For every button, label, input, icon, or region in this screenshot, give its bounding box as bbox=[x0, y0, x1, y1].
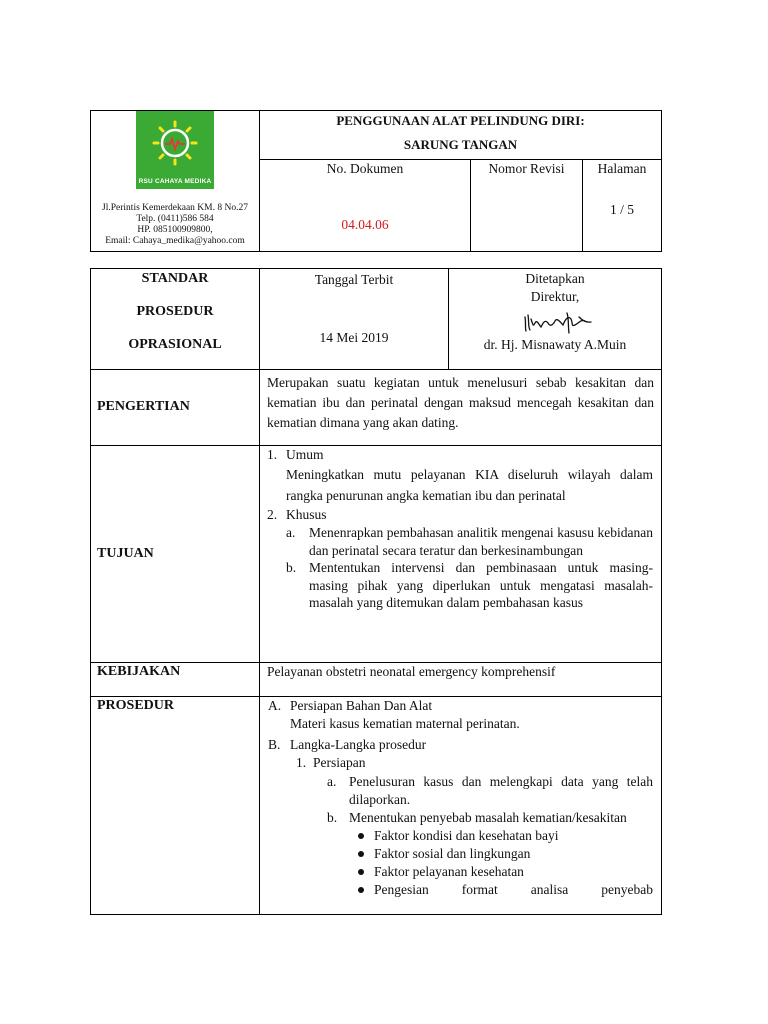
approval-cell bbox=[449, 269, 662, 370]
sop-title-line: PROSEDUR bbox=[136, 304, 214, 319]
prosedur-sub-item bbox=[268, 809, 653, 827]
page-cell bbox=[583, 160, 662, 252]
tujuan-label: TUJUAN bbox=[97, 546, 154, 561]
bullet-icon bbox=[358, 869, 364, 875]
prosedur-label-cell bbox=[91, 697, 260, 915]
prosedur-row bbox=[91, 697, 662, 915]
sop-title-line: OPRASIONAL bbox=[128, 337, 222, 352]
hospital-logo bbox=[136, 111, 214, 189]
kebijakan-row bbox=[91, 663, 662, 697]
document-title-cell bbox=[260, 111, 662, 160]
issue-date-label: Tanggal Terbit bbox=[314, 272, 394, 287]
bullet-icon bbox=[358, 851, 364, 857]
list-marker: 2. bbox=[267, 507, 278, 522]
tujuan-item bbox=[267, 506, 653, 524]
list-marker: B. bbox=[268, 737, 281, 752]
bullet-text: Faktor pelayanan kesehatan bbox=[374, 864, 524, 879]
approved-label: Ditetapkan bbox=[525, 271, 585, 286]
document-title-line2: SARUNG TANGAN bbox=[403, 137, 518, 152]
bullet-text: Pengesian format analisa penyebab bbox=[374, 882, 653, 897]
revision-label: Nomor Revisi bbox=[488, 161, 565, 176]
hospital-address bbox=[91, 203, 259, 247]
approver-name: dr. Hj. Misnawaty A.Muin bbox=[483, 337, 627, 352]
pengertian-label-cell bbox=[91, 370, 260, 446]
prosedur-label: PROSEDUR bbox=[97, 698, 175, 713]
list-marker: b. bbox=[286, 560, 297, 575]
sop-title-row bbox=[91, 269, 662, 370]
bullet-text: Faktor kondisi dan kesehatan bayi bbox=[374, 828, 559, 843]
approver-title: Direktur, bbox=[530, 289, 580, 304]
bullet-icon bbox=[358, 887, 364, 893]
sop-table bbox=[90, 268, 662, 915]
address-line: Jl.Perintis Kemerdekaan KM. 8 No.27 bbox=[102, 203, 248, 213]
prosedur-section-a bbox=[268, 697, 653, 715]
prosedur-sub-item-text: Penelusuran kasus dan melengkapi data yang telah dilaporkan. bbox=[349, 774, 653, 807]
email-line: Email: Cahaya_medika@yahoo.com bbox=[105, 236, 245, 246]
tujuan-item-title: Umum bbox=[286, 447, 324, 462]
pengertian-content-cell bbox=[260, 370, 662, 446]
tujuan-sub-item bbox=[267, 559, 653, 612]
tujuan-umum-text: Meningkatkan mutu pelayanan KIA diseluruh wilayah dalam rangka penurunan angka kematian ibu dan perinatal bbox=[286, 467, 653, 503]
prosedur-content-cell bbox=[260, 697, 662, 915]
mobile-line: HP. 085100909800, bbox=[137, 225, 213, 235]
bullet-text: Faktor sosial dan lingkungan bbox=[374, 846, 531, 861]
kebijakan-label-cell bbox=[91, 663, 260, 697]
list-item bbox=[358, 881, 653, 899]
tujuan-label-cell bbox=[91, 446, 260, 663]
list-marker: a. bbox=[327, 774, 337, 789]
document-title-line1: PENGGUNAAN ALAT PELINDUNG DIRI: bbox=[336, 113, 585, 128]
list-item bbox=[358, 827, 653, 845]
tujuan-sub-item bbox=[267, 524, 653, 559]
issue-date-value: 14 Mei 2019 bbox=[319, 330, 389, 345]
sop-title-line: STANDAR bbox=[141, 271, 209, 286]
kebijakan-text: Pelayanan obstetri neonatal emergency komprehensif bbox=[267, 664, 556, 679]
prosedur-b-title: Langka-Langka prosedur bbox=[290, 737, 427, 752]
pengertian-label: PENGERTIAN bbox=[97, 398, 190, 414]
prosedur-a-title: Persiapan Bahan Dan Alat bbox=[290, 698, 433, 713]
pengertian-text: Merupakan suatu kegiatan untuk menelusuri sebab kesakitan dan kematian ibu dan perinatal dengan maksud mencegah kesakitan dan kematian dimana yang akan dating. bbox=[267, 375, 654, 430]
list-marker: 1. bbox=[296, 755, 307, 770]
doc-no-cell bbox=[260, 160, 471, 252]
prosedur-step bbox=[268, 754, 653, 772]
prosedur-step-title: Persiapan bbox=[313, 755, 366, 770]
page-value: 1 / 5 bbox=[610, 202, 635, 217]
prosedur-bullet-list bbox=[268, 827, 653, 899]
pengertian-row bbox=[91, 370, 662, 446]
doc-no-value: 04.04.06 bbox=[341, 217, 389, 232]
tujuan-sub-item-text: Mententukan intervensi dan pembinasaan untuk masing-masing pihak yang diperlukan untuk mengatasi masalah-masalah yang ditemukan dalam pembahasan kasus bbox=[309, 560, 653, 610]
prosedur-sub-item-text: Menentukan penyebab masalah kematian/kesakitan bbox=[349, 810, 627, 825]
phone-line: Telp. (0411)586 584 bbox=[136, 214, 214, 224]
tujuan-item bbox=[267, 446, 653, 464]
prosedur-sub-item bbox=[268, 773, 653, 809]
logo-caption: RSU CAHAYA MEDIKA bbox=[138, 178, 212, 185]
bullet-icon bbox=[358, 833, 364, 839]
kebijakan-content-cell bbox=[260, 663, 662, 697]
prosedur-section-b bbox=[268, 736, 653, 754]
revision-cell bbox=[471, 160, 583, 252]
list-marker: b. bbox=[327, 810, 338, 825]
tujuan-row bbox=[91, 446, 662, 663]
prosedur-a-text: Materi kasus kematian maternal perinatan. bbox=[290, 716, 520, 731]
tujuan-sub-item-text: Menenrapkan pembahasan analitik mengenai kasusu kebidanan dan perinatal secara teratur dan berkesinambungan bbox=[309, 525, 653, 558]
tujuan-content-cell bbox=[260, 446, 662, 663]
list-marker: 1. bbox=[267, 447, 278, 462]
sop-title-cell bbox=[91, 269, 260, 370]
list-marker: A. bbox=[268, 698, 282, 713]
list-marker: a. bbox=[286, 525, 296, 540]
director-signature bbox=[449, 305, 661, 337]
page-label: Halaman bbox=[597, 161, 647, 176]
doc-no-label: No. Dokumen bbox=[326, 161, 404, 176]
issue-date-cell bbox=[260, 269, 449, 370]
kebijakan-label: KEBIJAKAN bbox=[97, 664, 181, 679]
list-item bbox=[358, 863, 653, 881]
tujuan-item-title: Khusus bbox=[286, 507, 327, 522]
list-item bbox=[358, 845, 653, 863]
